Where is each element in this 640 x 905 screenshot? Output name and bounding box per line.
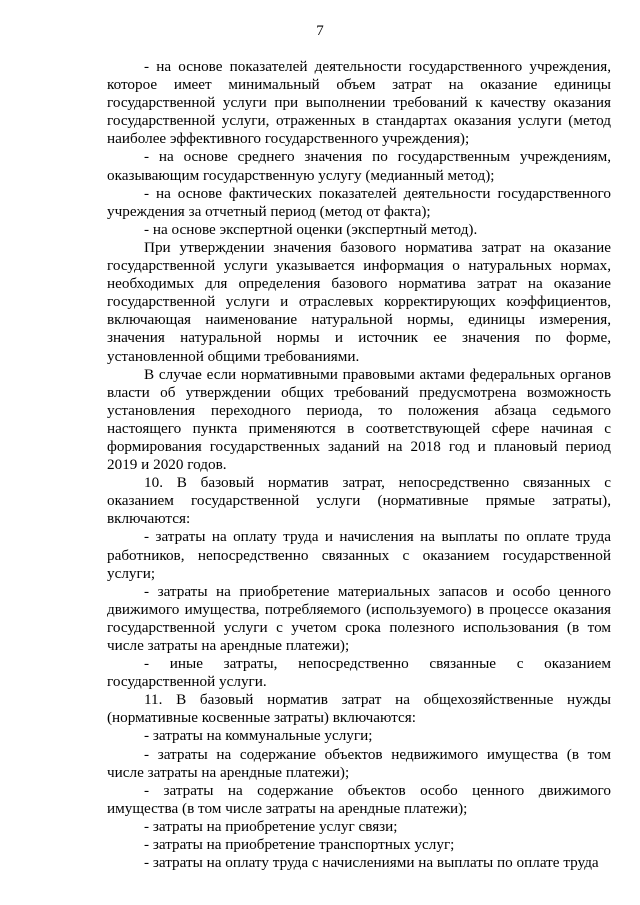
paragraph: В случае если нормативными правовыми актами федеральных органов власти об утверждении общих требований предусмотрена возможность установления переходного периода, то положения абзаца седьмого настоящего пункта применяются в соответствующей сфере начиная с формирования государственных заданий на 2018 год и плановый период 2019 и 2020 годов. xyxy=(107,365,611,474)
paragraph: - затраты на содержание объектов особо ценного движимого имущества (в том числе затраты на арендные платежи); xyxy=(107,781,611,817)
paragraph: - на основе фактических показателей деятельности государственного учреждения за отчетный период (метод от факта); xyxy=(107,184,611,220)
paragraph: - на основе экспертной оценки (экспертный метод). xyxy=(144,220,478,238)
paragraph: - затраты на приобретение транспортных услуг; xyxy=(144,836,455,854)
paragraph: - иные затраты, непосредственно связанные с оказанием государственной услуги. xyxy=(107,655,611,691)
paragraph: - затраты на оплату труда с начислениями на выплаты по оплате труда xyxy=(144,854,599,872)
paragraph: - на основе показателей деятельности государственного учреждения, которое имеет минимальный объем затрат на оказание единицы государственной услуги при выполнении требований к качеству оказания государственной услуги, отраженных в стандартах оказания услуги (метод наиболее эффективного государственного учреждения); xyxy=(107,58,611,148)
page-number: 7 xyxy=(316,23,324,39)
paragraph: 10. В базовый норматив затрат, непосредственно связанных с оказанием государственной услуги (нормативные прямые затраты), включаются: xyxy=(107,474,611,528)
body-text xyxy=(107,58,611,872)
paragraph: - на основе среднего значения по государственным учреждениям, оказывающим государственную услугу (медианный метод); xyxy=(107,148,611,184)
paragraph: - затраты на содержание объектов недвижимого имущества (в том числе затраты на арендные платежи); xyxy=(107,745,611,781)
paragraph: - затраты на оплату труда и начисления на выплаты по оплате труда работников, непосредственно связанных с оказанием государственной услуги; xyxy=(107,528,611,582)
paragraph: 11. В базовый норматив затрат на общехозяйственные нужды (нормативные косвенные затраты) включаются: xyxy=(107,691,611,727)
paragraph: - затраты на приобретение материальных запасов и особо ценного движимого имущества, потребляемого (используемого) в процессе оказания государственной услуги с учетом срока полезного использования (в том числе затраты на арендные платежи); xyxy=(107,582,611,654)
paragraph: При утверждении значения базового норматива затрат на оказание государственной услуги указывается информация о натуральных нормах, необходимых для определения базового норматива затрат на оказание государственной услуги и отраслевых корректирующих коэффициентов, включающая наименование натуральной нормы, единицы измерения, значения натуральной нормы и источник ее значения по форме, установленной общими требованиями. xyxy=(107,238,611,365)
paragraph: - затраты на коммунальные услуги; xyxy=(144,727,373,745)
paragraph: - затраты на приобретение услуг связи; xyxy=(144,817,398,835)
